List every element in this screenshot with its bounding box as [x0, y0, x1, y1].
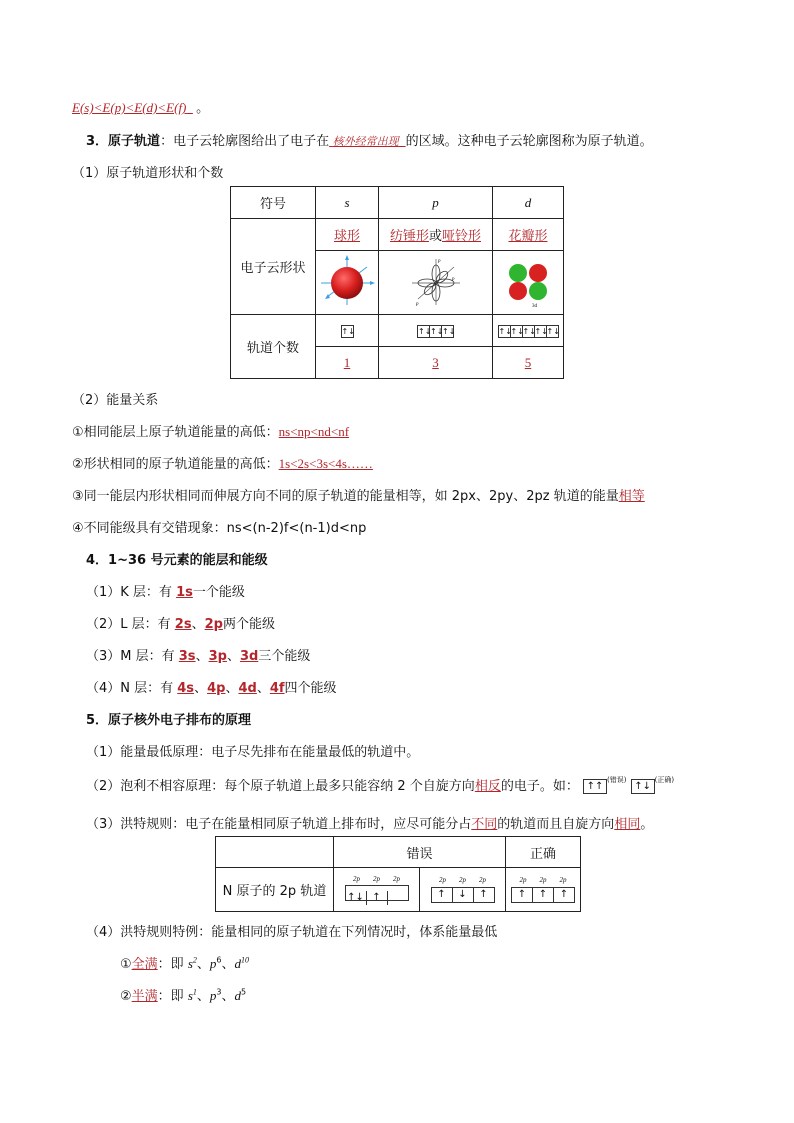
count-d: 5 — [524, 354, 532, 370]
energy-rule-3-answer: 相等 — [618, 489, 645, 504]
blank-answer: 核外经常出现 — [332, 135, 399, 148]
energy-rule-1: ①相同能层上原子轨道能量的高低：ns<np<nd<nf — [72, 424, 350, 440]
hund-table — [215, 836, 581, 912]
count-s: 1 — [343, 354, 351, 370]
row-cloud-shape: 电子云形状 — [231, 219, 316, 315]
row-n-2p: N 原子的 2p 轨道 — [216, 868, 334, 912]
header-symbol: 符号 — [231, 187, 316, 219]
subsection-1-heading: （1）原子轨道形状和个数 — [72, 166, 224, 181]
d-orbital-boxes: ↑↓↑↓↑↓↑↓↑↓ — [498, 327, 560, 336]
s-orbital-box: ↑↓ — [341, 327, 355, 336]
right-config: 2p 2p 2p ↑ ↑ ↑ — [511, 876, 575, 903]
n-shell-line: （4）N 层：有 4s、4p、4d、4f四个能级 — [86, 681, 337, 696]
count-p: 3 — [432, 354, 439, 370]
p-orbital-image — [406, 253, 466, 309]
svg-text:p: p — [437, 258, 440, 264]
section-3-title: 原子轨道 — [108, 134, 161, 149]
d-orbital-image — [498, 253, 558, 309]
subsection-2-heading: （2）能量关系 — [72, 393, 159, 408]
principle-2: （2）泡利不相容原理：每个原子轨道上最多只能容纳 2 个自旋方向相反的电子。如： ↑↑$^{(错误)}$ ↑↓$^{(正确)}$ — [86, 776, 675, 794]
header-wrong: 错误 — [334, 837, 506, 868]
shape-s: 球形 — [333, 229, 360, 244]
energy-order-line: E(s)<E(p)<E(d)<E(f) 。 — [72, 100, 210, 115]
row-orbital-count: 轨道个数 — [231, 315, 316, 379]
pauli-wrong-box: ↑↑ — [583, 779, 607, 794]
section-3-line: 3．原子轨道：电子云轮廓图给出了电子在 核外经常出现 的区域。这种电子云轮廓图称为原子轨道。 — [86, 134, 653, 149]
svg-text:3d: 3d — [532, 303, 537, 309]
energy-order-answer: E(s)<E(p)<E(d)<E(f) — [72, 100, 187, 115]
principle-3: （3）洪特规则：电子在能量相同原子轨道上排布时，应尽可能分占不同的轨道而且自旋方向相同。 — [86, 817, 654, 832]
principle-4: （4）洪特规则特例：能量相同的原子轨道在下列情况时，体系能量最低 — [86, 925, 498, 940]
m-shell-line: （3）M 层：有 3s、3p、3d三个能级 — [86, 649, 311, 664]
header-p: p — [432, 194, 439, 210]
header-d: d — [524, 194, 532, 210]
half-shell-line: ②半满：即 $s^1$、$p^3$、$d^5$ — [120, 987, 247, 1004]
energy-rule-1-answer: ns<np<nd<nf — [278, 424, 350, 439]
shape-p-spindle: 纺锤形 — [389, 229, 429, 244]
energy-rule-4: ④不同能级具有交错现象：ns<(n-2)f<(n-1)d<np — [72, 521, 367, 536]
section-4-title: 4．1~36 号元素的能层和能级 — [86, 553, 268, 568]
wrong-config-1: 2p 2p 2p ↑↓ ↑ — [345, 875, 409, 904]
k-shell-line: （1）K 层：有 1s一个能级 — [86, 585, 245, 600]
energy-rule-2: ②形状相同的原子轨道能量的高低：1s<2s<3s<4s…… — [72, 456, 373, 472]
energy-rule-3: ③同一能层内形状相同而伸展方向不同的原子轨道的能量相等，如 2px、2py、2pz 轨道的能量相等 — [72, 489, 645, 504]
svg-text:p: p — [415, 301, 418, 307]
section-5-title: 5．原子核外电子排布的原理 — [86, 713, 252, 728]
svg-text:p: p — [451, 276, 454, 282]
s-orbital-image — [317, 253, 377, 309]
pauli-right-box: ↑↓ — [631, 779, 655, 794]
full-answer: 全满 — [131, 957, 158, 972]
orbital-table: 符号 s p d 电子云形状 球形 纺锤形或哑铃形 花瓣形 p p p 3d 轨道个数 ↑↓ ↑↓↑↓↑↓ ↑↓↑↓↑↓↑↓↑↓ 1 3 5 — [230, 186, 564, 379]
energy-rule-2-answer: 1s<2s<3s<4s…… — [278, 456, 373, 471]
shape-d: 花瓣形 — [508, 229, 548, 244]
p-orbital-boxes: ↑↓↑↓↑↓ — [418, 327, 456, 336]
full-shell-line: ①全满：即 $s^2$、$p^6$、$d^{10}$ — [120, 955, 249, 972]
principle-3-answer-2: 相同 — [614, 817, 641, 832]
shape-p-dumbbell: 哑铃形 — [442, 229, 482, 244]
header-s: s — [344, 194, 350, 210]
wrong-config-2: 2p 2p 2p ↑ ↓ ↑ — [431, 876, 495, 903]
principle-3-answer-1: 不同 — [471, 817, 498, 832]
principle-1: （1）能量最低原理：电子尽先排布在能量最低的轨道中。 — [86, 745, 420, 760]
l-shell-line: （2）L 层：有 2s、2p两个能级 — [86, 617, 275, 632]
half-answer: 半满 — [131, 989, 158, 1004]
principle-2-answer: 相反 — [474, 779, 501, 794]
header-right: 正确 — [506, 837, 581, 868]
